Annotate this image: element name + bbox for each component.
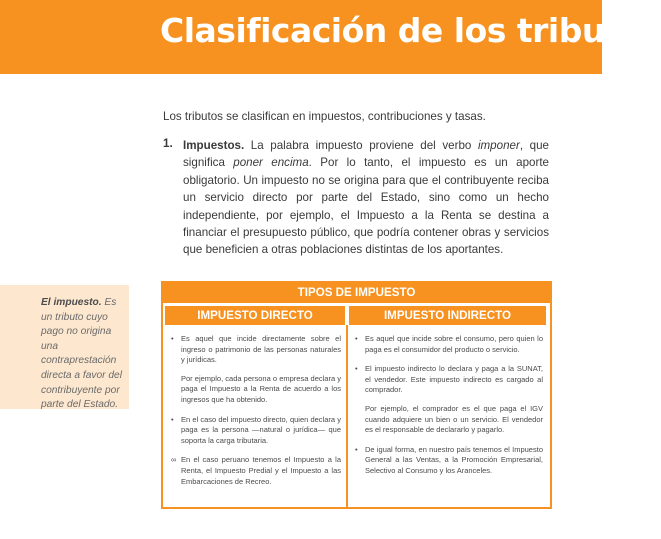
page-title: Clasificación de los tributos bbox=[160, 11, 661, 50]
table-list-item bbox=[171, 415, 341, 447]
intro-paragraph: Los tributos se clasifican en impuestos, contribuciones y tasas. bbox=[163, 110, 486, 123]
sidenote-term: El impuesto. bbox=[41, 297, 102, 308]
indirect-tax-list bbox=[355, 334, 543, 486]
list-item-paragraph: En el caso peruano tenemos el Impuesto a la Renta, el Impuesto Predial y el Impuesto a las Embarcaciones de Recreo. bbox=[181, 455, 341, 486]
sidenote-text bbox=[41, 296, 127, 413]
column-divider bbox=[346, 325, 348, 507]
table-list-item bbox=[355, 445, 543, 477]
list-item-paragraph: Por ejemplo, el comprador es el que paga el IGV cuando adquiere un bien o un servicio. El vendedor es el responsable de declararlo y pagarlo. bbox=[365, 403, 543, 435]
item-text-3: . Por lo tanto, el impuesto es un aporte obligatorio. Un impuesto no se origina para que el contribuyente reciba un servicio directo por parte del Estado, sino como un hecho independiente, por ejemplo, el Impuesto a la Renta se destina a financiar el presupuesto público, que podría contener obras y servicios que beneficien a otras poblaciones distintas de los aportantes. bbox=[183, 156, 550, 257]
bullet-icon: • bbox=[355, 334, 358, 343]
table-list-item bbox=[171, 334, 341, 406]
column-header-indirect: IMPUESTO INDIRECTO bbox=[349, 306, 546, 325]
item-text-2: , que significa bbox=[183, 139, 549, 170]
item-number: 1. bbox=[163, 137, 173, 150]
sidenote-body: Es un tributo cuyo pago no origina una contraprestación directa a favor del contribuyente por parte del Estado. bbox=[41, 297, 122, 411]
bullet-icon: • bbox=[171, 334, 174, 343]
table-list-item bbox=[355, 364, 543, 436]
item-italic-1: imponer bbox=[477, 139, 520, 152]
title-banner bbox=[0, 0, 661, 74]
direct-tax-list bbox=[171, 334, 341, 496]
column-header-direct: IMPUESTO DIRECTO bbox=[165, 306, 345, 325]
bullet-icon: • bbox=[171, 414, 174, 424]
list-item-paragraph: Por ejemplo, cada persona o empresa declara y paga el Impuesto a la Renta de acuerdo a los ingresos que ha obtenido. bbox=[181, 373, 341, 404]
table-title: TIPOS DE IMPUESTO bbox=[163, 283, 550, 303]
item-term: Impuestos. bbox=[183, 139, 245, 152]
infinity-bullet-icon: ∞ bbox=[171, 455, 177, 465]
item-italic-2: poner encima bbox=[233, 156, 309, 170]
item-body bbox=[183, 137, 549, 259]
bullet-icon: • bbox=[355, 364, 358, 374]
table-list-item bbox=[355, 334, 543, 355]
list-item-paragraph: En el caso del impuesto directo, quien declara y paga es la persona —natural o jurídica— que soporta la carga tributaria. bbox=[181, 414, 341, 445]
list-item-paragraph: De igual forma, en nuestro país tenemos el Impuesto General a las Ventas, a la Promoción Empresarial, Selectivo al Consumo y los Aranceles. bbox=[365, 444, 543, 475]
list-item-paragraph: Es aquel que incide sobre el consumo, pero quien lo paga es el consumidor del producto o servicio. bbox=[365, 334, 543, 354]
bullet-icon: • bbox=[355, 444, 358, 454]
item-text-1: La palabra impuesto proviene del verbo bbox=[244, 139, 478, 152]
list-item-paragraph: Es aquel que incide directamente sobre el ingreso o patrimonio de las personas naturales y jurídicas. bbox=[181, 334, 341, 365]
tax-types-table bbox=[161, 281, 552, 509]
list-item-paragraph: El impuesto indirecto lo declara y paga a la SUNAT, el vendedor. Este impuesto indirecto es cargado al comprador. bbox=[365, 364, 543, 395]
table-list-item bbox=[171, 455, 341, 487]
